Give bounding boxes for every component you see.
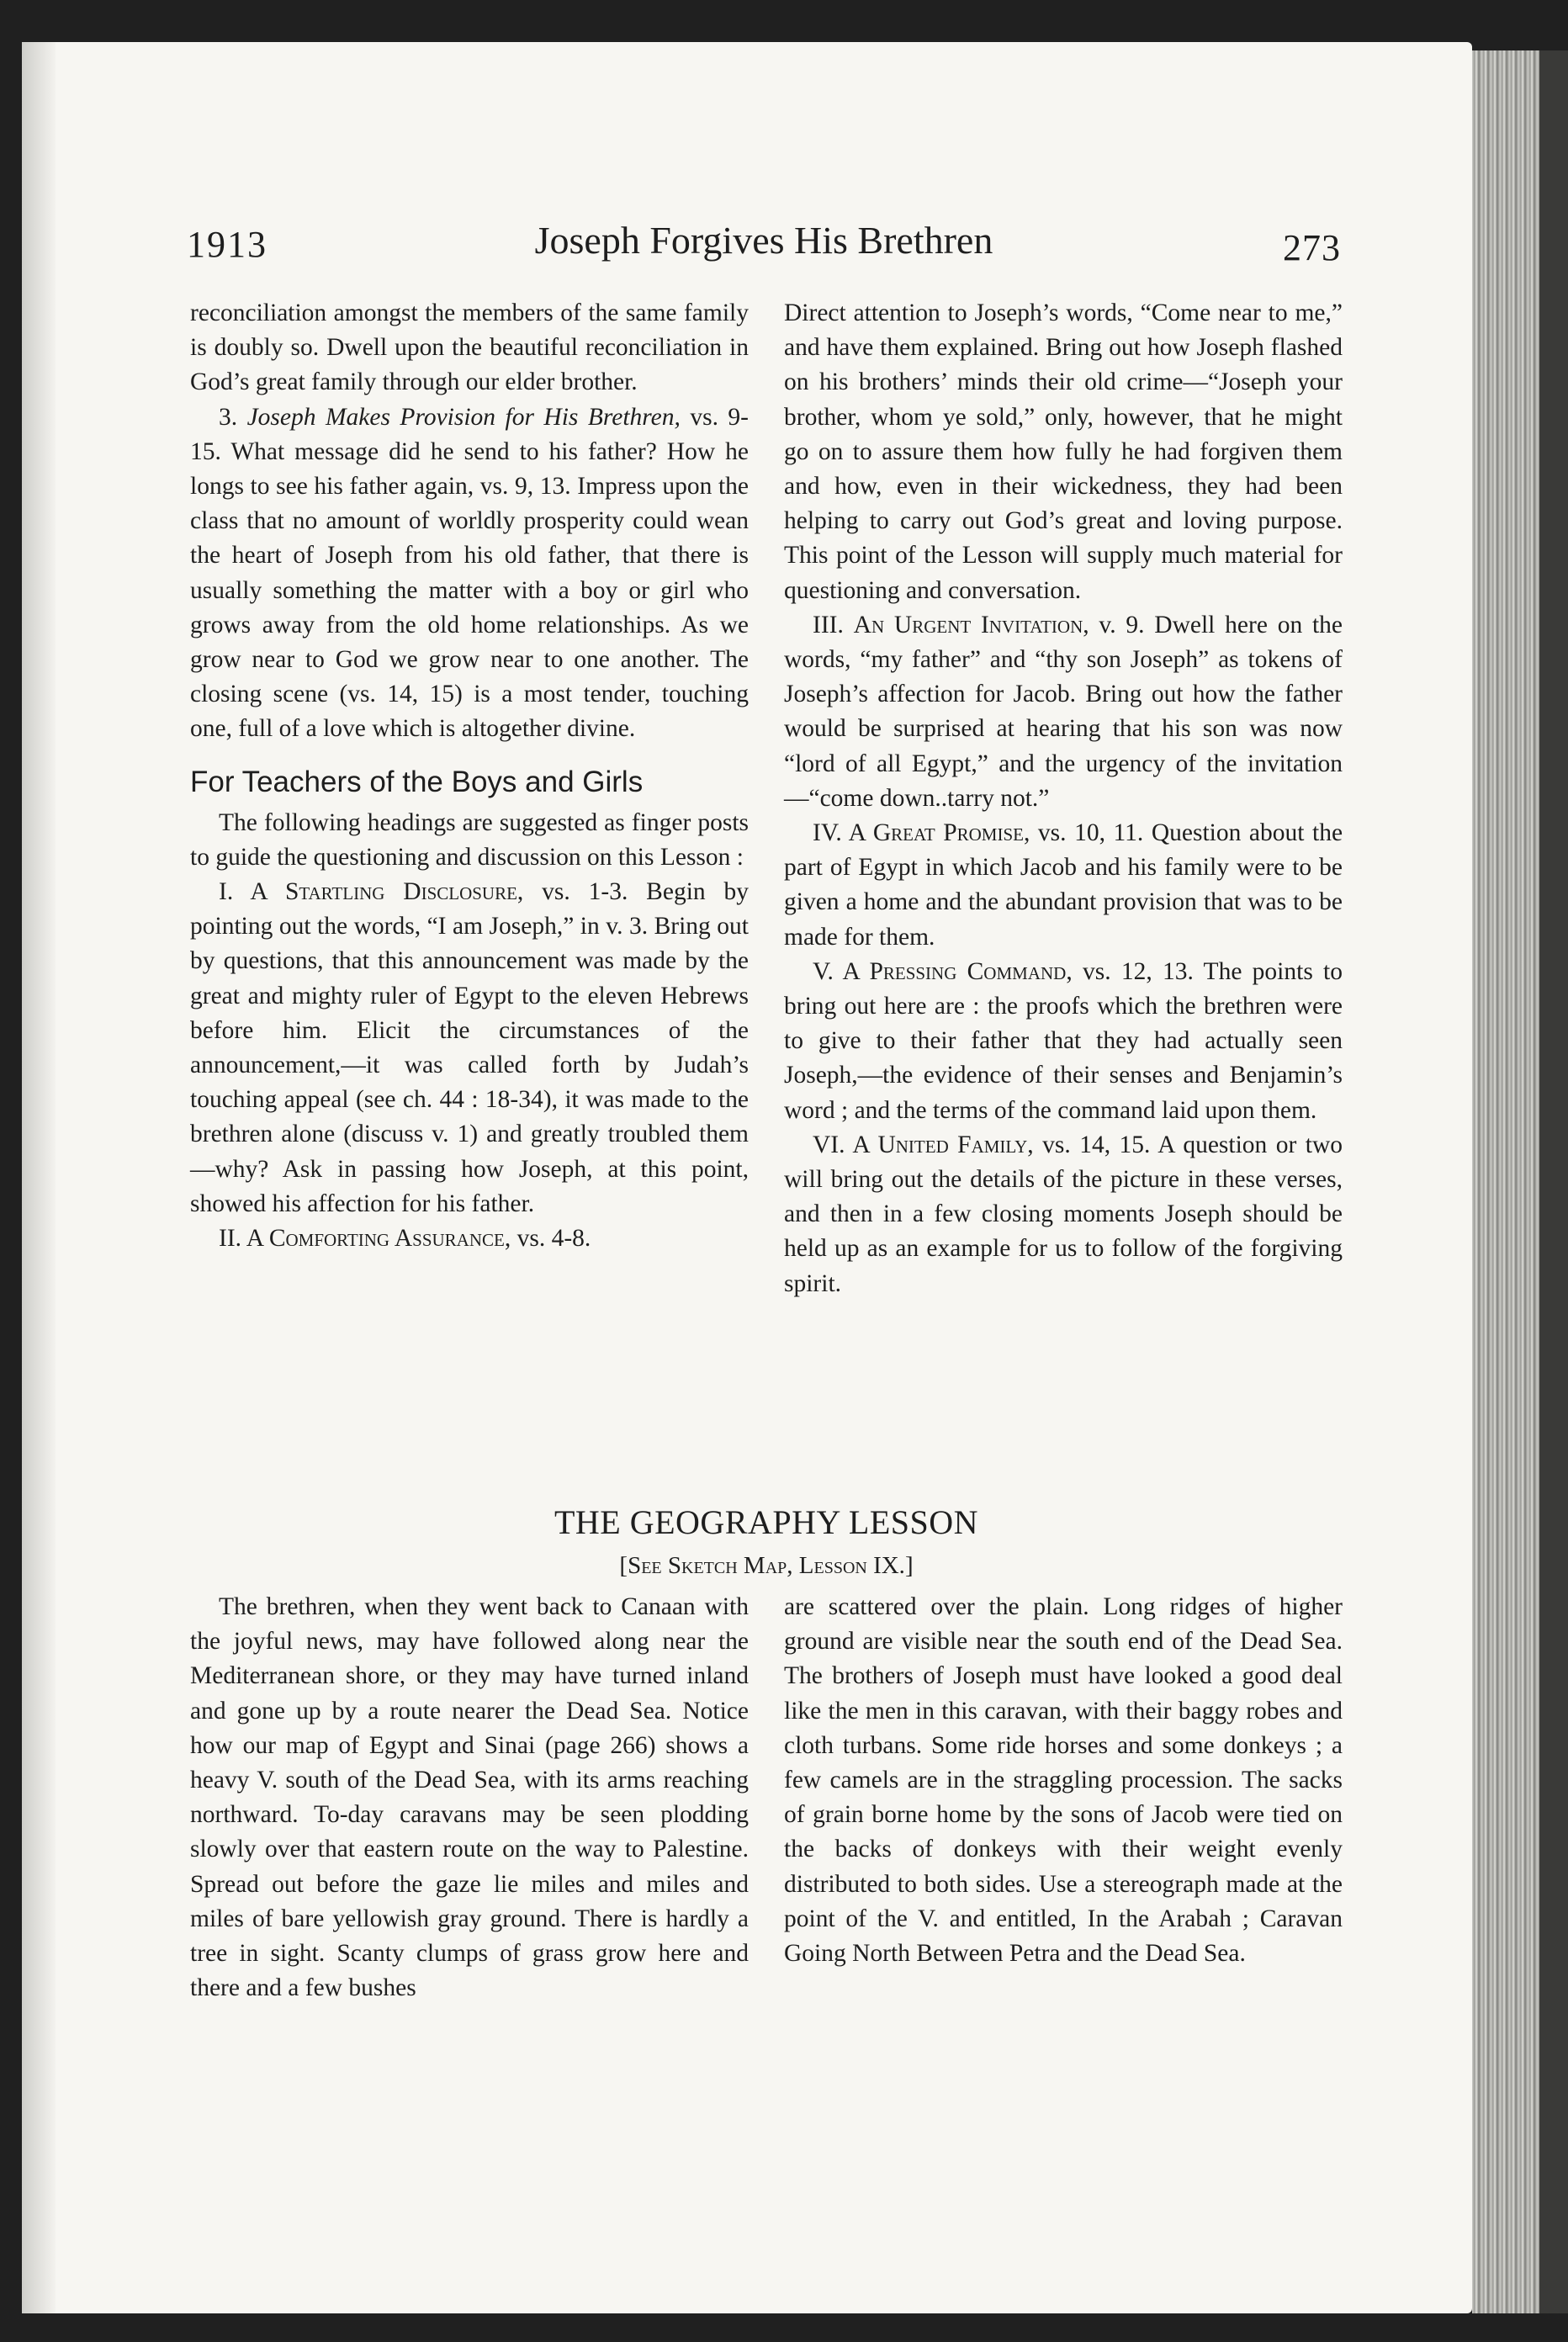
paragraph: IV. A Great Promise, vs. 10, 11. Question about the part of Egypt in which Jacob and his family were to be given a home and the abundant provision that was to be made for them. — [784, 819, 1343, 951]
page-number: 273 — [1283, 227, 1341, 268]
paragraph: 3. Joseph Makes Provision for His Brethren, vs. 9-15. What message did he send to his father? How he longs to see his father again, vs. 9, 13. Impress upon the class that no amount of worldly prosperity could wean the heart of Joseph from his old father, that there is usually something the matter with a boy or girl who grows away from the old home relationships. As we grow near to God we grow near to one another. The closing scene (vs. 14, 15) is a most tender, touching one, full of a love which is altogether divine. — [190, 403, 749, 743]
paragraph: reconciliation amongst the members of the same family is doubly so. Dwell upon the beautiful reconciliation in God’s great family through our elder brother. — [190, 299, 749, 396]
paragraph: V. A Pressing Command, vs. 12, 13. The points to bring out here are : the proofs which the brethren were to give to their father that they had actually seen Joseph,—the evidence of their senses and Benjamin’s word ; and the terms of the command laid upon them. — [784, 957, 1343, 1124]
right-column-bottom — [784, 1590, 1343, 1971]
running-title: Joseph Forgives His Brethren — [534, 219, 993, 262]
page-gutter-shadow — [22, 42, 56, 2313]
left-column-bottom — [190, 1590, 749, 2006]
paragraph: The brethren, when they went back to Canaan with the joyful news, may have followed along near the Mediterranean shore, or they may have turned inland and gone up by a route nearer the Dead Sea. Notice how our map of Egypt and Sinai (page 266) shows a heavy V. south of the Dead Sea, with its arms reaching northward. To-day caravans may be seen plodding slowly over that eastern route on the way to Palestine. Spread out before the gaze lie miles and miles and miles of bare yellowish gray ground. There is hardly a tree in sight. Scanty clumps of grass grow here and there and a few bushes — [190, 1593, 749, 2002]
heading-small-caps: An Urgent Invitation, — [853, 611, 1089, 638]
geography-lesson-reference: [See Sketch Map, Lesson IX.] — [619, 1552, 914, 1579]
paragraph: I. A Startling Disclosure, vs. 1-3. Begin by pointing out the words, “I am Joseph,” in v. 3. Bring out by questions, that this announcement was made by the great and mighty ruler of Egypt to the eleven Hebrews before him. Elicit the circumstances of the announcement,—it was called forth by Judah’s touching appeal (see ch. 44 : 18-34), it was made to the brethren alone (discuss v. 1) and greatly troubled them—why? Ask in passing how Joseph, at this point, showed his affection for his father. — [190, 878, 750, 1217]
heading-small-caps: Startling Disclosure, — [284, 878, 524, 906]
paragraph: VI. A United Family, vs. 14, 15. A question or two will bring out the details of the picture in these verses, and then in a few closing moments Joseph should be held up as an example for us to follow of the forgiving spirit. — [784, 1131, 1343, 1297]
paragraph: III. An Urgent Invitation, v. 9. Dwell here on the words, “my father” and “thy son Joseph” as tokens of Joseph’s affection for Jacob. Bring out how the father would be surprised at hearing that his son was now “lord of all Egypt,” and the urgency of the invitation—“come down..tarry not.” — [784, 611, 1343, 812]
page-year: 1913 — [187, 224, 268, 265]
sub-heading: For Teachers of the Boys and Girls — [190, 765, 644, 798]
heading-small-caps: Comforting Assurance, — [268, 1225, 511, 1253]
paragraph: are scattered over the plain. Long ridges of higher ground are visible near the south end of the Dead Sea. The brothers of Joseph must have looked a good deal like the men in this caravan, with their baggy robes and cloth turbans. Some ride horses and some donkeys ; a few camels are in the straggling procession. The sacks of grain borne home by the sons of Jacob were tied on the backs of donkeys with their weight evenly distributed to both sides. Use a stereograph made at the point of the V. and entitled, In the Arabah ; Caravan Going North Between Petra and the Dead Sea. — [784, 1593, 1343, 1968]
right-column-top — [784, 296, 1343, 1301]
paragraph: Direct attention to Joseph’s words, “Come near to me,” and have them explained. Bring out how Joseph flashed on his brothers’ minds their old crime—“Joseph your brother, whom ye sold,” only, however, that he might go on to assure them how fully he had forgiven them and how, even in their wickedness, they had been helping to carry out God’s great and loving purpose. This point of the Lesson will supply much material for questioning and conversation. — [784, 299, 1343, 604]
heading-small-caps: Great Promise, — [872, 819, 1030, 847]
section-heading: Joseph Makes Provision for His Brethren, — [246, 403, 681, 431]
paragraph: II. A Comforting Assurance, vs. 4-8. — [219, 1225, 591, 1253]
heading-small-caps: Pressing Command, — [869, 957, 1073, 985]
left-column-top — [190, 296, 749, 1256]
geography-lesson-title: THE GEOGRAPHY LESSON — [554, 1503, 979, 1541]
running-header — [187, 219, 1341, 273]
paragraph: The following headings are suggested as finger posts to guide the questioning and discussion on this Lesson : — [190, 808, 749, 871]
heading-small-caps: United Family, — [877, 1131, 1034, 1158]
book-cover-edge — [1539, 50, 1568, 2313]
